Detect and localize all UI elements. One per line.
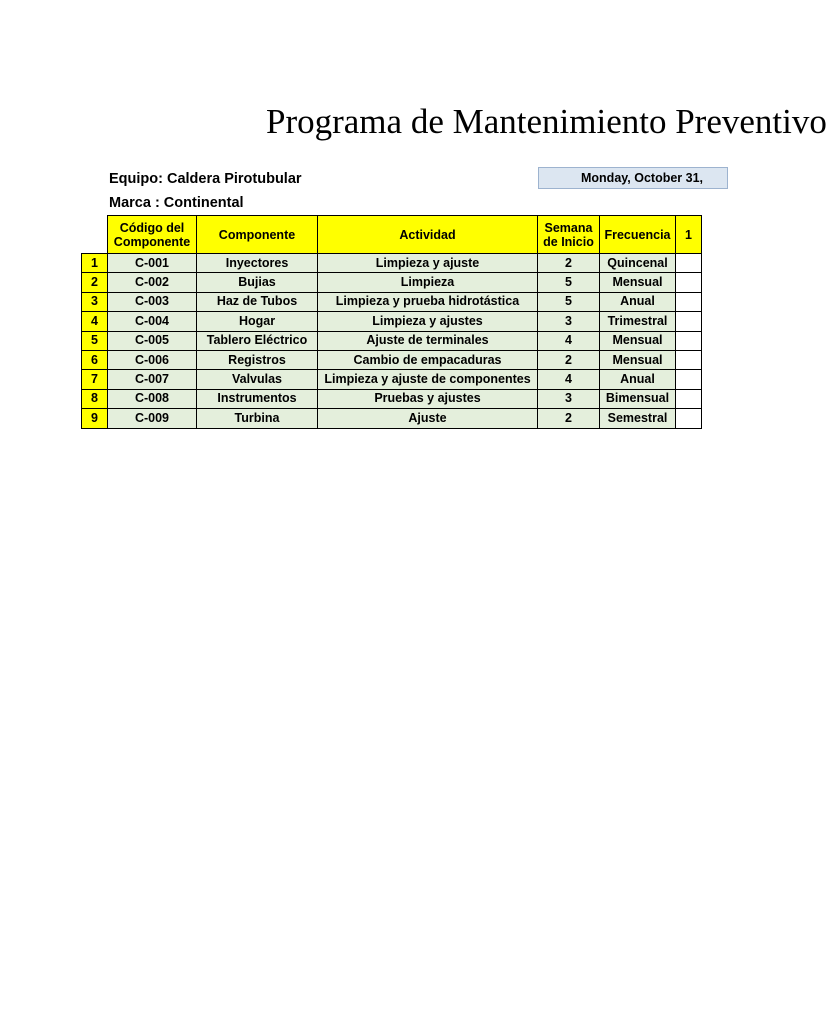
cell-week-1: [676, 292, 702, 311]
header-semana: Semana de Inicio: [538, 216, 600, 254]
maintenance-table: [81, 215, 702, 429]
cell-codigo: C-009: [108, 409, 197, 428]
cell-frecuencia: Mensual: [600, 350, 676, 369]
cell-actividad: Cambio de empacaduras: [318, 350, 538, 369]
cell-actividad: Limpieza y ajuste: [318, 254, 538, 273]
header-week-1: 1: [676, 216, 702, 254]
header-codigo: Código del Componente: [108, 216, 197, 254]
row-index: 2: [82, 273, 108, 292]
cell-actividad: Limpieza y prueba hidrotástica: [318, 292, 538, 311]
row-index: 5: [82, 331, 108, 350]
cell-actividad: Ajuste de terminales: [318, 331, 538, 350]
cell-codigo: C-007: [108, 370, 197, 389]
cell-componente: Hogar: [197, 312, 318, 331]
cell-week-1: [676, 312, 702, 331]
cell-semana: 3: [538, 389, 600, 408]
table-row: [82, 254, 702, 273]
header-componente: Componente: [197, 216, 318, 254]
cell-componente: Turbina: [197, 409, 318, 428]
cell-componente: Tablero Eléctrico: [197, 331, 318, 350]
header-blank-cell: [82, 216, 108, 254]
row-index: 6: [82, 350, 108, 369]
marca-label: Marca : Continental: [109, 195, 244, 211]
cell-frecuencia: Anual: [600, 292, 676, 311]
cell-semana: 4: [538, 331, 600, 350]
cell-semana: 3: [538, 312, 600, 331]
cell-codigo: C-008: [108, 389, 197, 408]
cell-frecuencia: Trimestral: [600, 312, 676, 331]
equipo-label: Equipo: Caldera Pirotubular: [109, 171, 302, 187]
cell-actividad: Limpieza y ajuste de componentes: [318, 370, 538, 389]
cell-semana: 4: [538, 370, 600, 389]
cell-componente: Inyectores: [197, 254, 318, 273]
cell-actividad: Ajuste: [318, 409, 538, 428]
cell-componente: Bujias: [197, 273, 318, 292]
header-frecuencia: Frecuencia: [600, 216, 676, 254]
cell-semana: 2: [538, 350, 600, 369]
cell-week-1: [676, 370, 702, 389]
cell-componente: Registros: [197, 350, 318, 369]
date-cell: Monday, October 31,: [538, 167, 728, 189]
cell-frecuencia: Bimensual: [600, 389, 676, 408]
cell-frecuencia: Anual: [600, 370, 676, 389]
cell-componente: Instrumentos: [197, 389, 318, 408]
table-row: [82, 409, 702, 428]
cell-week-1: [676, 254, 702, 273]
cell-componente: Valvulas: [197, 370, 318, 389]
cell-componente: Haz de Tubos: [197, 292, 318, 311]
row-index: 3: [82, 292, 108, 311]
cell-semana: 2: [538, 409, 600, 428]
cell-week-1: [676, 409, 702, 428]
cell-semana: 5: [538, 292, 600, 311]
cell-codigo: C-002: [108, 273, 197, 292]
table-row: [82, 273, 702, 292]
cell-frecuencia: Mensual: [600, 273, 676, 292]
cell-frecuencia: Quincenal: [600, 254, 676, 273]
cell-week-1: [676, 273, 702, 292]
cell-actividad: Limpieza: [318, 273, 538, 292]
cell-codigo: C-004: [108, 312, 197, 331]
table-header-row: [82, 216, 702, 254]
cell-week-1: [676, 331, 702, 350]
cell-frecuencia: Semestral: [600, 409, 676, 428]
cell-codigo: C-001: [108, 254, 197, 273]
table-row: [82, 350, 702, 369]
table-row: [82, 389, 702, 408]
table-row: [82, 370, 702, 389]
cell-week-1: [676, 389, 702, 408]
table-row: [82, 312, 702, 331]
cell-semana: 2: [538, 254, 600, 273]
row-index: 4: [82, 312, 108, 331]
cell-week-1: [676, 350, 702, 369]
cell-frecuencia: Mensual: [600, 331, 676, 350]
cell-semana: 5: [538, 273, 600, 292]
cell-codigo: C-005: [108, 331, 197, 350]
cell-actividad: Limpieza y ajustes: [318, 312, 538, 331]
row-index: 7: [82, 370, 108, 389]
cell-codigo: C-006: [108, 350, 197, 369]
page-title: Programa de Mantenimiento Preventivo: [266, 102, 827, 141]
table-row: [82, 292, 702, 311]
row-index: 9: [82, 409, 108, 428]
row-index: 1: [82, 254, 108, 273]
row-index: 8: [82, 389, 108, 408]
cell-actividad: Pruebas y ajustes: [318, 389, 538, 408]
cell-codigo: C-003: [108, 292, 197, 311]
table-row: [82, 331, 702, 350]
header-actividad: Actividad: [318, 216, 538, 254]
